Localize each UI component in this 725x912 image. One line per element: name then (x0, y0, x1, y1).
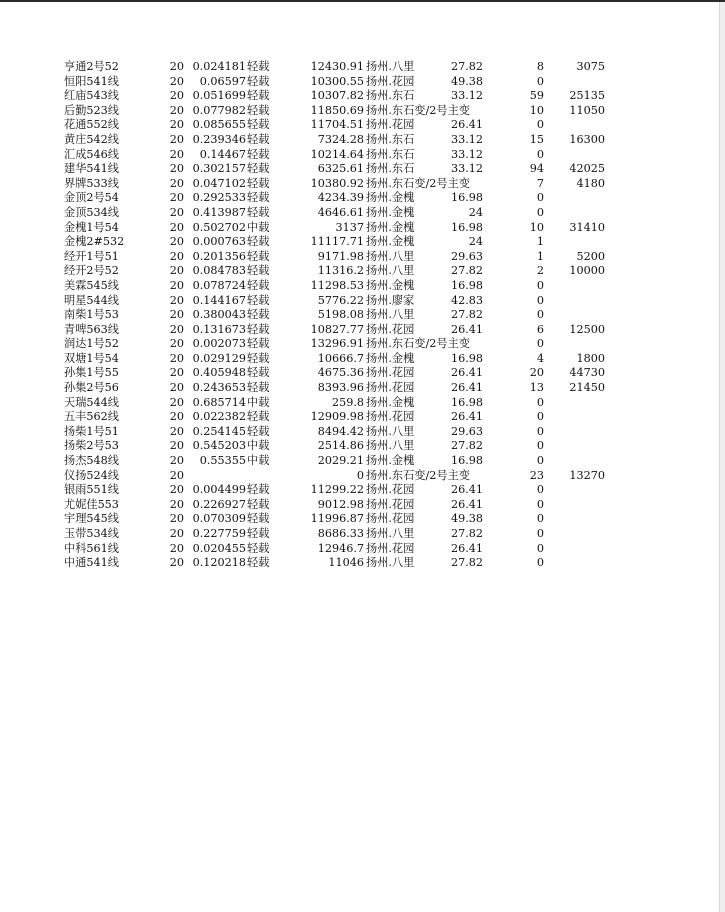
amount-cell: 4180 (576, 176, 605, 190)
line-name-cell: 界牌533线 (64, 176, 119, 190)
capacity-cell: 259.8 (331, 395, 364, 409)
percent-cell: 16.98 (450, 220, 483, 234)
count-cell: 0 (536, 483, 544, 497)
substation-cell: 扬州.金槐 (366, 351, 415, 365)
load-type-cell: 轻载 (247, 293, 270, 307)
voltage-cell: 20 (169, 176, 184, 190)
voltage-cell: 20 (169, 118, 184, 132)
count-cell: 0 (536, 74, 544, 88)
voltage-cell: 20 (169, 132, 184, 146)
line-name-cell: 双塘1号54 (64, 351, 119, 365)
substation-cell: 扬州.八里 (366, 60, 415, 73)
line-name-cell: 中通541线 (64, 556, 119, 570)
count-cell: 1 (536, 235, 544, 249)
percent-cell: 33.12 (450, 162, 483, 176)
percent-cell: 26.41 (450, 366, 483, 380)
voltage-cell: 20 (169, 424, 184, 438)
voltage-cell: 20 (169, 191, 184, 205)
count-cell: 15 (529, 132, 544, 146)
load-type-cell: 轻载 (247, 264, 270, 278)
load-rate-cell: 0.502702 (192, 220, 246, 234)
substation-cell: 扬州.花园 (366, 322, 415, 336)
load-type-cell: 轻载 (247, 322, 270, 336)
percent-cell: 24 (468, 235, 483, 249)
load-rate-cell: 0.405948 (192, 366, 246, 380)
substation-cell: 扬州.八里 (366, 439, 415, 453)
line-name-cell: 红庙543线 (64, 89, 119, 103)
load-rate-cell: 0.227759 (192, 527, 246, 540)
capacity-cell: 10307.82 (310, 89, 364, 103)
load-rate-cell: 0.024181 (192, 60, 246, 73)
voltage-cell: 20 (169, 74, 184, 88)
percent-cell: 42.83 (450, 293, 483, 307)
percent-cell: 16.98 (450, 278, 483, 292)
count-cell: 8 (536, 60, 544, 73)
capacity-cell: 10380.92 (310, 176, 364, 190)
capacity-cell: 11298.53 (310, 278, 364, 292)
count-cell: 10 (529, 220, 544, 234)
load-type-cell: 轻载 (247, 60, 270, 73)
load-type-cell: 轻载 (247, 191, 270, 205)
voltage-cell: 20 (169, 337, 184, 351)
substation-cell: 扬州.花园 (366, 541, 415, 555)
count-cell: 0 (536, 118, 544, 132)
line-name-cell: 后勤523线 (64, 103, 119, 117)
voltage-cell: 20 (169, 103, 184, 117)
line-name-cell: 孙集1号55 (64, 366, 119, 380)
load-type-cell: 轻载 (247, 103, 270, 117)
percent-cell: 29.63 (450, 249, 483, 263)
load-rate-cell: 0.380043 (192, 308, 246, 322)
line-name-cell: 金顶2号54 (64, 191, 119, 205)
load-rate-cell: 0.292533 (192, 191, 246, 205)
voltage-cell: 20 (169, 439, 184, 453)
capacity-cell: 11117.71 (310, 235, 364, 249)
capacity-cell: 11316.2 (317, 264, 364, 278)
count-cell: 59 (529, 89, 544, 103)
count-cell: 7 (536, 176, 544, 190)
capacity-cell: 0 (356, 468, 364, 482)
count-cell: 23 (529, 468, 544, 482)
percent-cell: 16.98 (450, 395, 483, 409)
count-cell: 0 (536, 205, 544, 219)
top-border (0, 0, 725, 2)
capacity-cell: 7324.28 (317, 132, 364, 146)
capacity-cell: 10666.7 (317, 351, 364, 365)
percent-cell: 49.38 (450, 512, 483, 526)
line-name-cell: 经开2号52 (64, 264, 119, 278)
load-type-cell: 轻载 (247, 497, 270, 511)
percent-cell: 26.41 (450, 483, 483, 497)
load-rate-cell: 0.685714 (192, 395, 246, 409)
capacity-cell: 11046 (328, 556, 364, 570)
load-rate-cell: 0.131673 (192, 322, 246, 336)
percent-cell: 27.82 (450, 439, 483, 453)
voltage-cell: 20 (169, 497, 184, 511)
voltage-cell: 20 (169, 512, 184, 526)
capacity-cell: 11850.69 (310, 103, 364, 117)
percent-cell: 26.41 (450, 118, 483, 132)
capacity-cell: 5776.22 (317, 293, 364, 307)
load-type-cell: 轻载 (247, 541, 270, 555)
voltage-cell: 20 (169, 541, 184, 555)
line-name-cell: 孙集2号56 (64, 381, 119, 395)
capacity-cell: 4234.39 (317, 191, 364, 205)
count-cell: 0 (536, 439, 544, 453)
load-rate-cell: 0.000763 (192, 235, 246, 249)
load-type-cell: 中载 (247, 220, 270, 234)
line-name-cell: 银雨551线 (64, 483, 119, 497)
count-cell: 0 (536, 395, 544, 409)
load-rate-cell: 0.06597 (199, 74, 246, 88)
percent-cell: 33.12 (450, 89, 483, 103)
line-name-cell: 金槐1号54 (64, 220, 119, 234)
capacity-cell: 3137 (335, 220, 364, 234)
amount-cell: 11050 (569, 103, 605, 117)
capacity-cell: 8494.42 (317, 424, 364, 438)
line-name-cell: 润达1号52 (64, 337, 119, 351)
count-cell: 0 (536, 337, 544, 351)
line-name-cell: 五丰562线 (64, 410, 119, 424)
voltage-cell: 20 (169, 249, 184, 263)
capacity-cell: 10214.64 (310, 147, 364, 161)
percent-cell: 16.98 (450, 454, 483, 468)
load-type-cell: 轻载 (247, 235, 270, 249)
capacity-cell: 4675.36 (317, 366, 364, 380)
load-type-cell: 轻载 (247, 205, 270, 219)
load-type-cell: 轻载 (247, 162, 270, 176)
load-rate-cell: 0.201356 (192, 249, 246, 263)
substation-cell: 扬州.花园 (366, 74, 415, 88)
substation-cell: 扬州.东石 (366, 147, 415, 161)
capacity-cell: 10300.55 (310, 74, 364, 88)
substation-cell: 扬州.花园 (366, 483, 415, 497)
count-cell: 94 (529, 162, 544, 176)
voltage-cell: 20 (169, 147, 184, 161)
count-cell: 0 (536, 410, 544, 424)
load-rate-cell: 0.051699 (192, 89, 246, 103)
count-cell: 4 (536, 351, 544, 365)
count-cell: 20 (529, 366, 544, 380)
voltage-cell: 20 (169, 468, 184, 482)
load-rate-cell: 0.085655 (192, 118, 246, 132)
count-cell: 0 (536, 541, 544, 555)
count-cell: 0 (536, 278, 544, 292)
capacity-cell: 2029.21 (317, 454, 364, 468)
line-name-cell: 明星544线 (64, 293, 119, 307)
percent-cell: 26.41 (450, 497, 483, 511)
load-rate-cell: 0.545203 (192, 439, 246, 453)
substation-cell: 扬州.花园 (366, 497, 415, 511)
load-rate-cell: 0.413987 (192, 205, 246, 219)
percent-cell: 26.41 (450, 541, 483, 555)
substation-cell: 扬州.金槐 (366, 395, 415, 409)
capacity-cell: 9171.98 (317, 249, 364, 263)
line-name-cell: 汇成546线 (64, 147, 119, 161)
load-type-cell: 轻载 (247, 249, 270, 263)
load-type-cell: 轻载 (247, 176, 270, 190)
percent-cell: 24 (468, 205, 483, 219)
voltage-cell: 20 (169, 220, 184, 234)
load-rate-cell: 0.004499 (192, 483, 246, 497)
percent-cell: 33.12 (450, 132, 483, 146)
voltage-cell: 20 (169, 293, 184, 307)
line-name-cell: 经开1号51 (64, 249, 119, 263)
load-rate-cell: 0.243653 (192, 381, 246, 395)
count-cell: 0 (536, 308, 544, 322)
line-name-cell: 金槐2#532 (64, 235, 125, 249)
capacity-cell: 11704.51 (310, 118, 364, 132)
voltage-cell: 20 (169, 322, 184, 336)
substation-cell: 扬州.金槐 (366, 278, 415, 292)
percent-cell: 26.41 (450, 381, 483, 395)
load-rate-cell: 0.14467 (199, 147, 246, 161)
load-rate-cell: 0.077982 (192, 103, 246, 117)
line-name-cell: 天瑞544线 (64, 395, 119, 409)
percent-cell: 49.38 (450, 74, 483, 88)
voltage-cell: 20 (169, 381, 184, 395)
load-rate-cell: 0.226927 (192, 497, 246, 511)
capacity-cell: 5198.08 (317, 308, 364, 322)
load-type-cell: 轻载 (247, 424, 270, 438)
capacity-cell: 8686.33 (317, 527, 364, 540)
load-rate-cell: 0.020455 (192, 541, 246, 555)
line-name-cell: 南柴1号53 (64, 308, 119, 322)
load-rate-cell: 0.084783 (192, 264, 246, 278)
load-type-cell: 轻载 (247, 381, 270, 395)
line-name-cell: 亨通2号52 (64, 60, 119, 73)
amount-cell: 21450 (569, 381, 605, 395)
line-name-cell: 扬柴1号51 (64, 424, 119, 438)
substation-cell: 扬州.东石 (366, 89, 415, 103)
substation-cell: 扬州.八里 (366, 249, 415, 263)
percent-cell: 27.82 (450, 60, 483, 73)
load-rate-cell: 0.120218 (192, 556, 246, 570)
load-type-cell: 轻载 (247, 74, 270, 88)
load-type-cell: 轻载 (247, 308, 270, 322)
load-rate-cell: 0.029129 (192, 351, 246, 365)
voltage-cell: 20 (169, 527, 184, 540)
voltage-cell: 20 (169, 454, 184, 468)
load-type-cell: 轻载 (247, 337, 270, 351)
line-name-cell: 黄庄542线 (64, 132, 119, 146)
capacity-cell: 9012.98 (317, 497, 364, 511)
substation-cell: 扬州.花园 (366, 118, 415, 132)
load-rate-cell: 0.144167 (192, 293, 246, 307)
amount-cell: 13270 (569, 468, 605, 482)
capacity-cell: 12946.7 (317, 541, 364, 555)
capacity-cell: 4646.61 (317, 205, 364, 219)
load-rate-cell: 0.302157 (192, 162, 246, 176)
voltage-cell: 20 (169, 366, 184, 380)
load-type-cell: 轻载 (247, 132, 270, 146)
substation-cell: 扬州.八里 (366, 527, 415, 540)
substation-cell: 扬州.花园 (366, 366, 415, 380)
load-rate-cell: 0.078724 (192, 278, 246, 292)
line-name-cell: 花通552线 (64, 118, 119, 132)
line-name-cell: 恒阳541线 (64, 74, 119, 88)
load-rate-cell: 0.55355 (199, 454, 246, 468)
percent-cell: 26.41 (450, 410, 483, 424)
percent-cell: 26.41 (450, 322, 483, 336)
load-type-cell: 中载 (247, 439, 270, 453)
voltage-cell: 20 (169, 264, 184, 278)
amount-cell: 16300 (569, 132, 605, 146)
substation-cell: 扬州.金槐 (366, 220, 415, 234)
count-cell: 6 (536, 322, 544, 336)
count-cell: 0 (536, 147, 544, 161)
capacity-cell: 2514.86 (317, 439, 364, 453)
substation-cell: 扬州.金槐 (366, 191, 415, 205)
load-type-cell: 轻载 (247, 366, 270, 380)
count-cell: 13 (529, 381, 544, 395)
count-cell: 0 (536, 191, 544, 205)
substation-cell: 扬州.八里 (366, 424, 415, 438)
amount-cell: 5200 (576, 249, 605, 263)
substation-cell: 扬州.花园 (366, 381, 415, 395)
substation-cell: 扬州.金槐 (366, 235, 415, 249)
substation-cell: 扬州.廖家 (366, 293, 415, 307)
load-type-cell: 轻载 (247, 89, 270, 103)
substation-cell: 扬州.八里 (366, 556, 415, 570)
voltage-cell: 20 (169, 483, 184, 497)
line-name-cell: 宇理545线 (64, 512, 119, 526)
capacity-cell: 8393.96 (317, 381, 364, 395)
substation-cell: 扬州.东石变/2号主变 (366, 337, 470, 351)
percent-cell: 29.63 (450, 424, 483, 438)
count-cell: 0 (536, 454, 544, 468)
percent-cell: 27.82 (450, 556, 483, 570)
substation-cell: 扬州.花园 (366, 512, 415, 526)
voltage-cell: 20 (169, 410, 184, 424)
load-type-cell: 轻载 (247, 512, 270, 526)
amount-cell: 12500 (569, 322, 605, 336)
line-name-cell: 玉带534线 (64, 527, 119, 540)
voltage-cell: 20 (169, 351, 184, 365)
voltage-cell: 20 (169, 308, 184, 322)
load-type-cell: 轻载 (247, 278, 270, 292)
capacity-cell: 11996.87 (310, 512, 364, 526)
amount-cell: 1800 (576, 351, 605, 365)
load-type-cell: 轻载 (247, 556, 270, 570)
count-cell: 0 (536, 293, 544, 307)
voltage-cell: 20 (169, 205, 184, 219)
load-type-cell: 中载 (247, 395, 270, 409)
count-cell: 0 (536, 556, 544, 570)
count-cell: 10 (529, 103, 544, 117)
line-name-cell: 金顶534线 (64, 205, 119, 219)
capacity-cell: 12909.98 (310, 410, 364, 424)
percent-cell: 27.82 (450, 264, 483, 278)
voltage-cell: 20 (169, 60, 184, 73)
line-name-cell: 扬柴2号53 (64, 439, 119, 453)
voltage-cell: 20 (169, 162, 184, 176)
substation-cell: 扬州.花园 (366, 410, 415, 424)
line-name-cell: 青啤563线 (64, 322, 119, 336)
voltage-cell: 20 (169, 395, 184, 409)
amount-cell: 31410 (569, 220, 605, 234)
substation-cell: 扬州.东石变/2号主变 (366, 103, 470, 117)
substation-cell: 扬州.东石变/2号主变 (366, 176, 470, 190)
load-type-cell: 轻载 (247, 410, 270, 424)
voltage-cell: 20 (169, 235, 184, 249)
load-type-cell: 轻载 (247, 118, 270, 132)
load-type-cell: 轻载 (247, 351, 270, 365)
capacity-cell: 10827.77 (310, 322, 364, 336)
count-cell: 1 (536, 249, 544, 263)
substation-cell: 扬州.金槐 (366, 205, 415, 219)
substation-cell: 扬州.八里 (366, 264, 415, 278)
capacity-cell: 6325.61 (317, 162, 364, 176)
load-type-cell: 轻载 (247, 527, 270, 540)
voltage-cell: 20 (169, 89, 184, 103)
voltage-cell: 20 (169, 556, 184, 570)
substation-cell: 扬州.东石 (366, 162, 415, 176)
amount-cell: 3075 (576, 60, 605, 73)
load-rate-cell: 0.002073 (192, 337, 246, 351)
line-name-cell: 美霖545线 (64, 278, 119, 292)
line-name-cell: 扬杰548线 (64, 454, 119, 468)
amount-cell: 10000 (569, 264, 605, 278)
load-rate-cell: 0.254145 (192, 424, 246, 438)
substation-cell: 扬州.金槐 (366, 454, 415, 468)
percent-cell: 27.82 (450, 308, 483, 322)
amount-cell: 44730 (569, 366, 605, 380)
load-rate-cell: 0.070309 (192, 512, 246, 526)
load-rate-cell: 0.022382 (192, 410, 246, 424)
line-name-cell: 仪扬524线 (64, 468, 119, 482)
amount-cell: 25135 (569, 89, 605, 103)
load-rate-cell: 0.239346 (192, 132, 246, 146)
line-name-cell: 尤妮佳553 (64, 497, 119, 511)
capacity-cell: 13296.91 (310, 337, 364, 351)
load-type-cell: 轻载 (247, 147, 270, 161)
line-name-cell: 中科561线 (64, 541, 119, 555)
capacity-cell: 11299.22 (310, 483, 364, 497)
count-cell: 0 (536, 527, 544, 540)
capacity-cell: 12430.91 (310, 60, 364, 73)
percent-cell: 16.98 (450, 351, 483, 365)
amount-cell: 42025 (569, 162, 605, 176)
line-name-cell: 建华541线 (64, 162, 119, 176)
load-rate-cell: 0.047102 (192, 176, 246, 190)
count-cell: 0 (536, 424, 544, 438)
load-type-cell: 轻载 (247, 483, 270, 497)
voltage-cell: 20 (169, 278, 184, 292)
right-page-edge (719, 2, 725, 912)
count-cell: 0 (536, 512, 544, 526)
percent-cell: 27.82 (450, 527, 483, 540)
substation-cell: 扬州.八里 (366, 308, 415, 322)
count-cell: 0 (536, 497, 544, 511)
count-cell: 2 (536, 264, 544, 278)
percent-cell: 33.12 (450, 147, 483, 161)
percent-cell: 16.98 (450, 191, 483, 205)
substation-cell: 扬州.东石 (366, 132, 415, 146)
substation-cell: 扬州.东石变/2号主变 (366, 468, 470, 482)
load-type-cell: 中载 (247, 454, 270, 468)
